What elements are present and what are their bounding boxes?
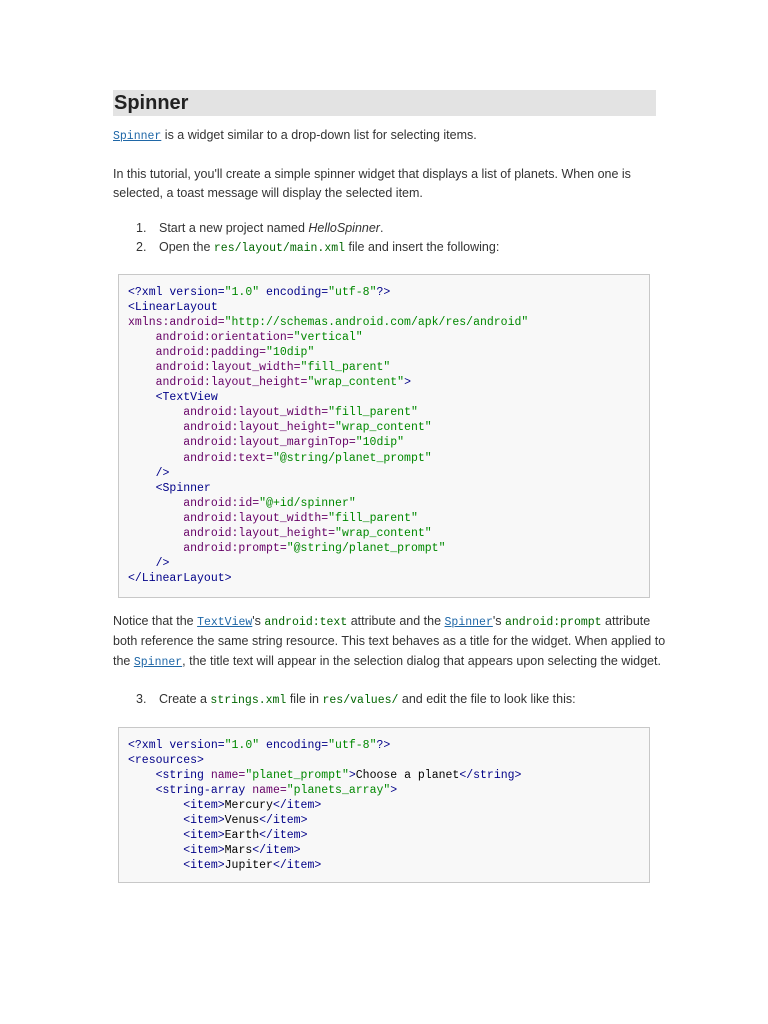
code-token: <item> xyxy=(183,859,225,873)
code-token: /> xyxy=(155,557,170,571)
code-token: Mars xyxy=(224,844,253,858)
code-token: name= xyxy=(252,783,287,797)
code-token: "fill_parent" xyxy=(328,511,418,525)
code-token xyxy=(128,497,183,510)
code-token: "10dip" xyxy=(355,436,405,450)
code-token: Choose a planet xyxy=(355,768,460,782)
code-token: android:layout_width= xyxy=(183,511,329,525)
code-token: "@+id/spinner" xyxy=(259,496,356,510)
step-text: file and insert the following: xyxy=(345,240,500,254)
code-token xyxy=(128,346,156,359)
code-token xyxy=(128,814,183,827)
code-token: encoding= xyxy=(259,738,329,752)
code-token: "@string/planet_prompt" xyxy=(286,542,446,556)
code-line xyxy=(128,420,649,435)
code-line xyxy=(128,571,649,586)
code-token: android:prompt= xyxy=(183,542,287,556)
code-token: </LinearLayout> xyxy=(128,572,232,586)
step-text: and edit the file to look like this: xyxy=(398,692,576,706)
step-1 xyxy=(113,219,668,239)
code-token: android:layout_height= xyxy=(183,527,336,540)
notice-text: 's xyxy=(492,613,505,628)
code-token: xmlns:android= xyxy=(128,315,225,329)
code-token: android:layout_width= xyxy=(155,360,301,374)
code-token: "planet_prompt" xyxy=(245,768,349,782)
code-token: <item> xyxy=(183,813,225,827)
code-token xyxy=(128,527,183,540)
code-token: ?> xyxy=(376,738,391,752)
code-token: <string xyxy=(155,768,211,782)
step-text: . xyxy=(379,220,384,235)
steps-list-a xyxy=(113,219,668,259)
code-token: "wrap_content" xyxy=(307,376,405,390)
step-text: file in xyxy=(286,692,323,706)
code-token: </string> xyxy=(459,768,522,782)
code-line xyxy=(128,828,649,843)
code-line xyxy=(128,375,649,390)
code-token: > xyxy=(404,376,411,390)
code-token: "1.0" xyxy=(224,738,260,752)
code-token: Jupiter xyxy=(224,859,273,873)
code-token: "wrap_content" xyxy=(335,421,432,435)
code-token: <item> xyxy=(183,798,225,812)
code-token xyxy=(128,331,156,344)
project-name: HelloSpinner xyxy=(308,220,380,235)
attr-code: android:text xyxy=(264,615,348,629)
file-path-code: res/layout/main.xml xyxy=(213,242,346,255)
step-text: Start a new project named xyxy=(159,220,309,235)
code-line xyxy=(128,526,649,541)
step-number: 1. xyxy=(136,220,147,235)
code-line xyxy=(128,345,649,360)
code-line xyxy=(128,511,649,526)
code-token xyxy=(128,844,183,857)
code-token xyxy=(128,391,156,404)
code-token: Mercury xyxy=(224,798,273,812)
code-token: </item> xyxy=(252,844,301,858)
code-token: </item> xyxy=(259,813,308,827)
code-line xyxy=(128,843,649,858)
notice-text: attribute and the xyxy=(347,613,445,628)
code-line xyxy=(128,541,649,556)
code-line xyxy=(128,405,649,420)
main-xml-code-block xyxy=(118,274,650,598)
code-token: </item> xyxy=(259,829,308,843)
code-token: "10dip" xyxy=(266,345,315,359)
step-text: Open the xyxy=(159,240,214,254)
code-line xyxy=(128,466,649,481)
spinner-link[interactable]: Spinner xyxy=(133,655,183,669)
code-token: <item> xyxy=(183,844,225,858)
code-line xyxy=(128,390,649,405)
page-title: Spinner xyxy=(113,90,656,116)
strings-xml-code-block xyxy=(118,727,650,883)
code-line xyxy=(128,738,649,753)
code-line xyxy=(128,783,649,798)
code-line xyxy=(128,496,649,511)
step-number: 2. xyxy=(136,240,147,254)
file-name-code: strings.xml xyxy=(210,694,287,707)
code-token: <LinearLayout xyxy=(128,300,218,314)
code-line xyxy=(128,798,649,813)
code-line xyxy=(128,768,649,783)
code-token: android:orientation= xyxy=(155,330,294,344)
code-token: android:layout_height= xyxy=(155,376,308,390)
code-line xyxy=(128,330,649,345)
code-token xyxy=(128,542,183,555)
code-token xyxy=(128,406,183,419)
code-token: "http://schemas.android.com/apk/res/android" xyxy=(224,315,529,329)
intro-paragraph xyxy=(113,126,668,147)
code-token xyxy=(128,799,183,812)
code-token xyxy=(128,482,156,495)
code-token: Earth xyxy=(224,829,260,843)
code-token: android:layout_marginTop= xyxy=(183,436,356,450)
code-token: android:layout_height= xyxy=(183,421,336,435)
code-line xyxy=(128,753,649,768)
code-token: android:id= xyxy=(183,496,260,510)
document-page xyxy=(113,90,668,883)
code-token: > xyxy=(348,768,356,782)
code-token xyxy=(128,467,156,480)
code-token: /> xyxy=(155,466,170,480)
code-line xyxy=(128,556,649,571)
steps-list-b xyxy=(113,690,668,711)
code-token: <Spinner xyxy=(155,481,211,495)
code-token: "@string/planet_prompt" xyxy=(272,451,432,465)
code-token: "fill_parent" xyxy=(328,406,418,420)
code-token: encoding= xyxy=(259,285,329,299)
code-line xyxy=(128,813,649,828)
code-token xyxy=(128,361,156,374)
code-token: "planets_array" xyxy=(286,783,391,797)
code-token: "utf-8" xyxy=(328,285,377,299)
textview-link[interactable]: TextView xyxy=(197,615,253,629)
code-line xyxy=(128,300,649,315)
code-token: Venus xyxy=(224,813,260,827)
code-token xyxy=(128,421,183,434)
notice-text: 's xyxy=(252,613,265,628)
notice-paragraph xyxy=(113,612,668,673)
code-token xyxy=(128,452,183,465)
code-token: <TextView xyxy=(155,391,218,405)
code-token: <item> xyxy=(183,829,225,843)
code-line xyxy=(128,285,649,300)
step-3 xyxy=(113,690,668,711)
code-token: "1.0" xyxy=(224,285,260,299)
code-token: </item> xyxy=(272,798,322,812)
attr-code: android:prompt xyxy=(504,615,602,629)
intro-text: is a widget similar to a drop-down list for selecting items. xyxy=(161,128,477,142)
code-token: "wrap_content" xyxy=(335,527,432,540)
code-line xyxy=(128,360,649,375)
code-token xyxy=(128,512,183,525)
code-token: "vertical" xyxy=(293,330,363,344)
code-token xyxy=(128,769,156,782)
code-token: "fill_parent" xyxy=(300,360,391,374)
code-token: <string-array xyxy=(155,783,253,797)
code-token: android:padding= xyxy=(155,345,267,359)
code-line xyxy=(128,858,649,873)
code-token: > xyxy=(390,783,398,797)
code-line xyxy=(128,435,649,450)
step-number: 3. xyxy=(136,692,147,706)
code-token xyxy=(128,784,156,797)
step-2 xyxy=(113,238,668,259)
tutorial-paragraph: In this tutorial, you'll create a simple spinner widget that displays a list of planets. When one is selected, a toast message will display the selected item. xyxy=(113,166,631,200)
code-line xyxy=(128,315,649,330)
code-token: ?> xyxy=(376,285,391,299)
code-token xyxy=(128,557,156,570)
step-text: Create a xyxy=(159,692,211,706)
code-token xyxy=(128,829,183,842)
code-token: android:layout_width= xyxy=(183,406,329,420)
code-line xyxy=(128,481,649,496)
code-token: name= xyxy=(210,768,246,782)
code-token: <?xml version= xyxy=(128,285,225,299)
dir-path-code: res/values/ xyxy=(322,694,399,707)
code-token: </item> xyxy=(272,859,322,873)
code-token: android:text= xyxy=(183,451,273,465)
code-token xyxy=(128,859,183,872)
spinner-link[interactable]: Spinner xyxy=(444,615,493,629)
notice-text: Notice that the xyxy=(113,613,198,628)
spinner-link[interactable]: Spinner xyxy=(113,130,162,143)
code-token xyxy=(128,376,156,389)
code-token: <resources> xyxy=(128,753,204,767)
notice-text: attribute both reference the same string resource. This text behaves as a title for the widget. When applied to the xyxy=(113,613,666,668)
code-line xyxy=(128,451,649,466)
notice-text: , the title text will appear in the selection dialog that appears upon selecting the widget. xyxy=(182,653,661,668)
code-token: "utf-8" xyxy=(328,738,377,752)
code-token: <?xml version= xyxy=(128,738,225,752)
code-token xyxy=(128,436,183,449)
